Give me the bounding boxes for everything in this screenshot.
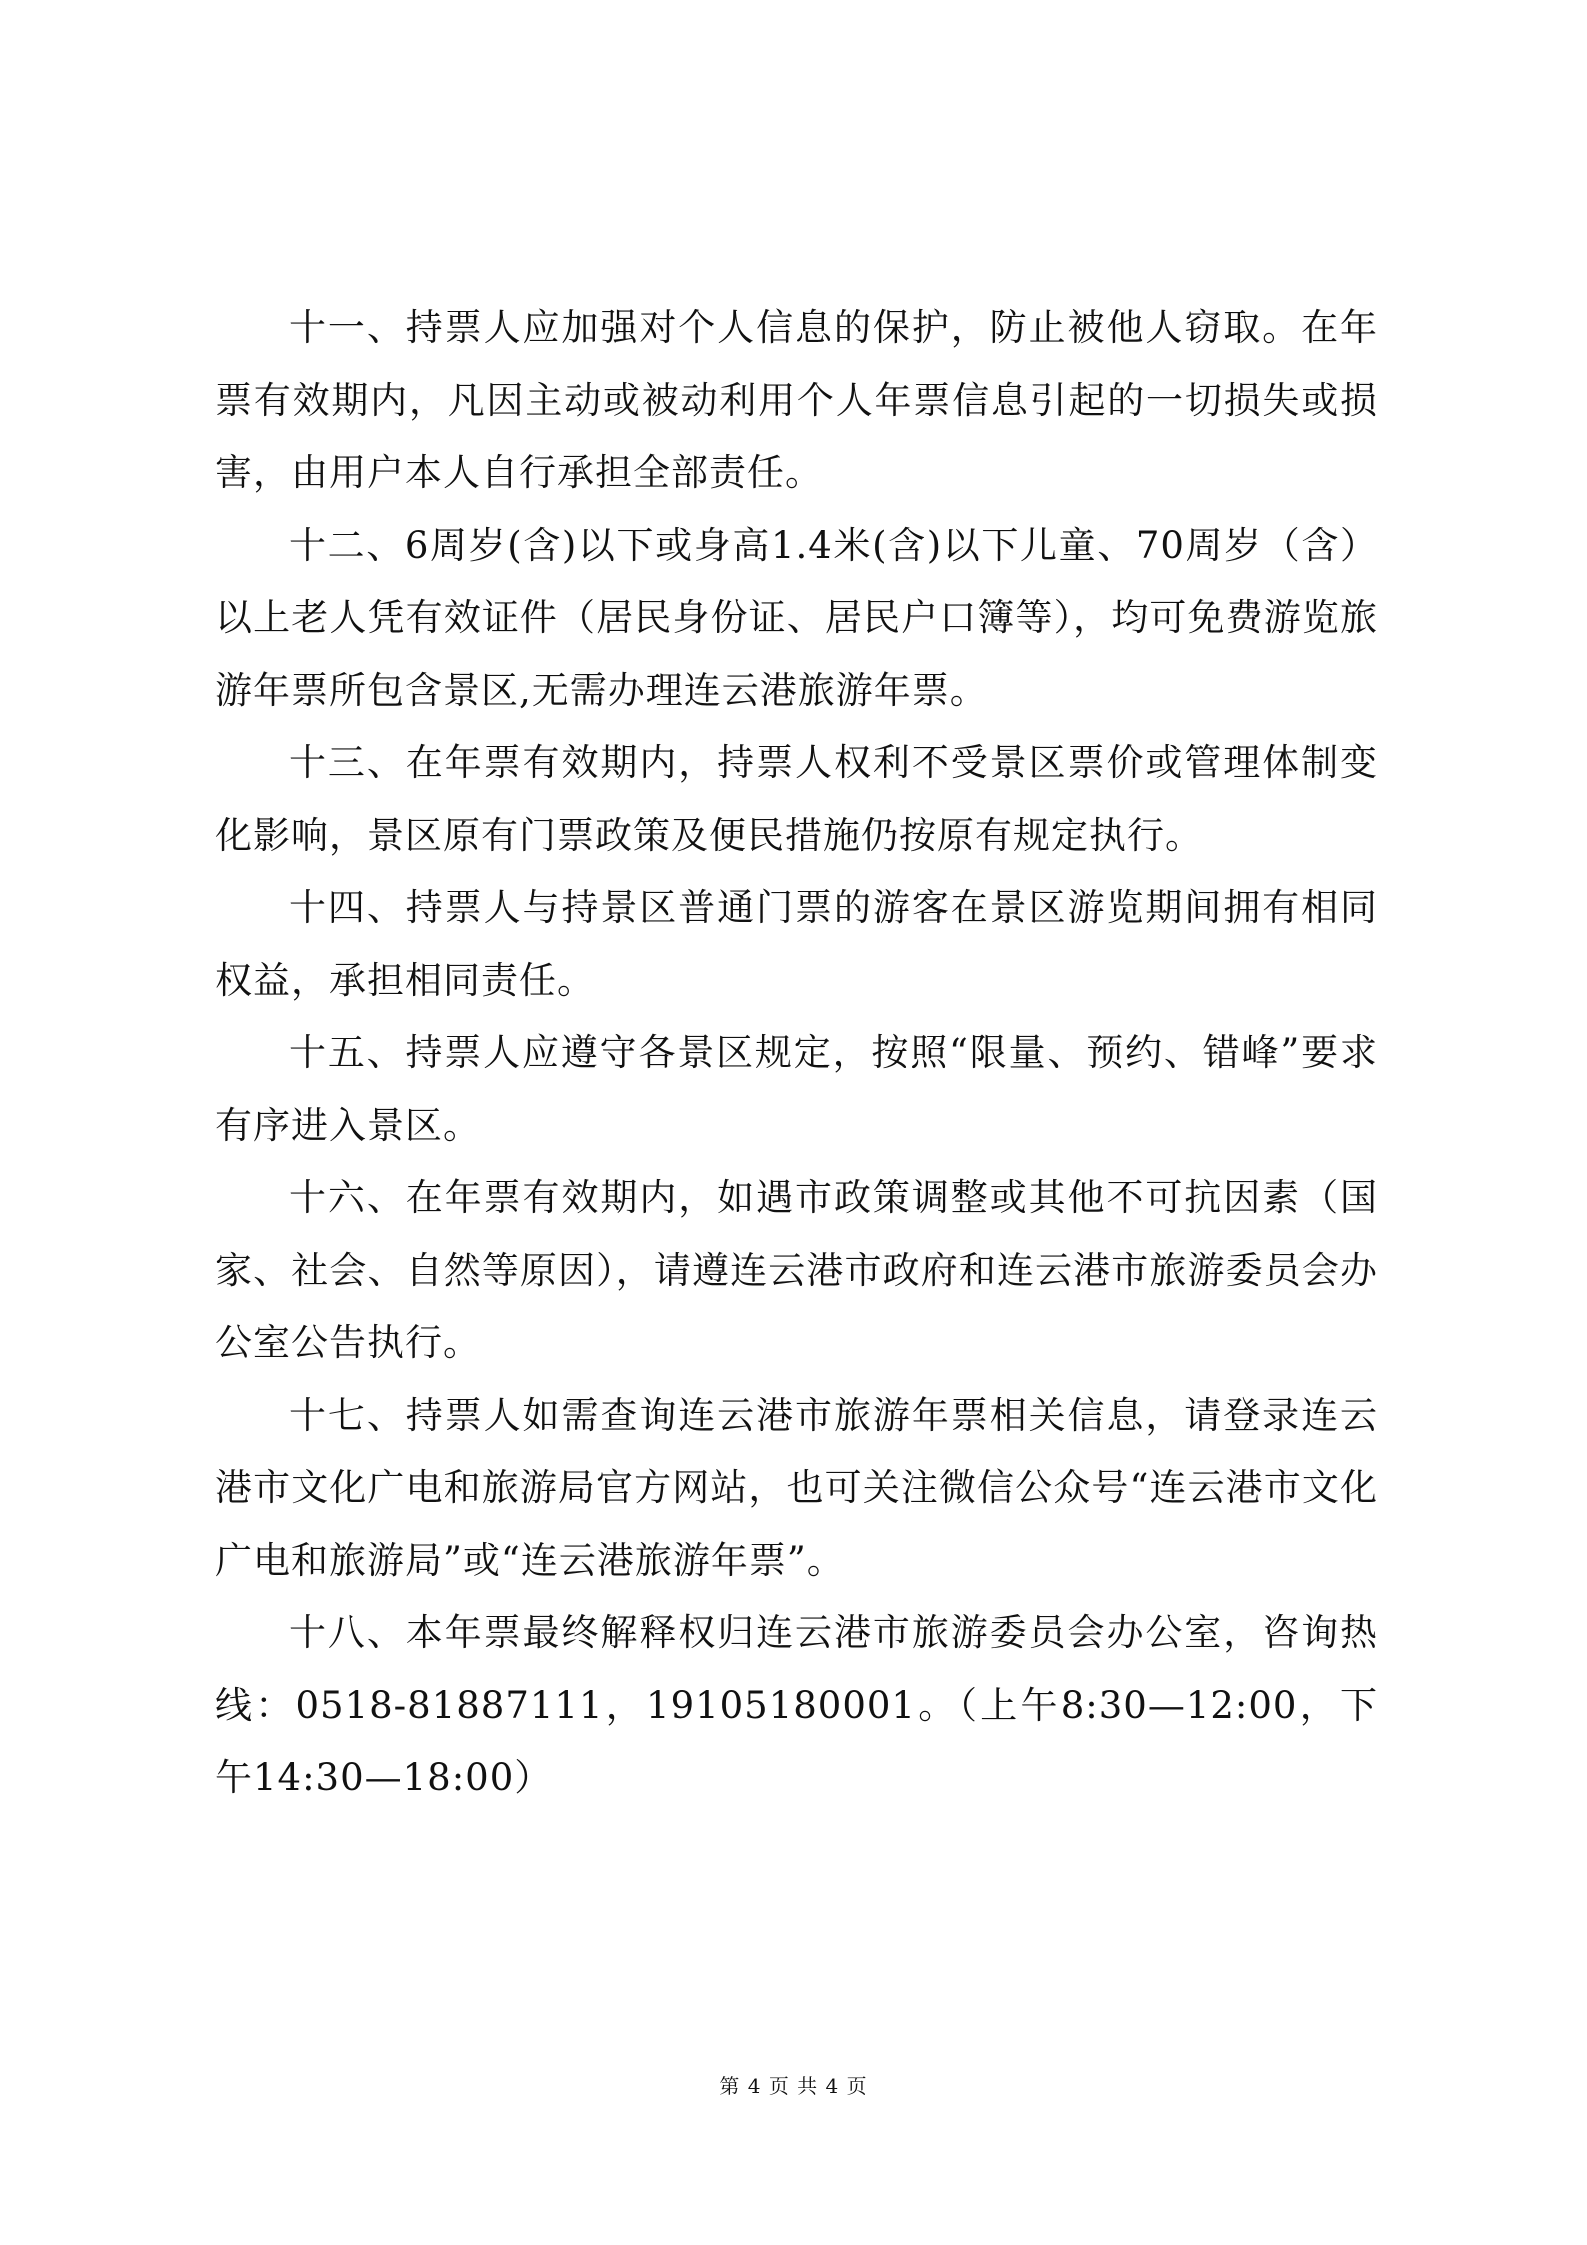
clause-17: 十七、持票人如需查询连云港市旅游年票相关信息，请登录连云港市文化广电和旅游局官方网站，也可关注微信公众号“连云港市文化广电和旅游局”或“连云港旅游年票”。	[215, 1393, 1378, 1582]
page-footer	[0, 2072, 1587, 2100]
clause-16: 十六、在年票有效期内，如遇市政策调整或其他不可抗因素（国家、社会、自然等原因），请遵连云港市政府和连云港市旅游委员会办公室公告执行。	[215, 1176, 1378, 1364]
clause-15: 十五、持票人应遵守各景区规定，按照“限量、预约、错峰”要求有序进入景区。	[215, 1031, 1378, 1147]
clause-18: 十八、本年票最终解释权归连云港市旅游委员会办公室，咨询热线：0518-81887111，19105180001。（上午8:30—12:00，下午14:30—18:00）	[215, 1611, 1378, 1799]
page-number: 第 4 页 共 4 页	[719, 2074, 868, 2098]
clause-14: 十四、持票人与持景区普通门票的游客在景区游览期间拥有相同权益，承担相同责任。	[215, 886, 1378, 1002]
document-body	[215, 292, 1378, 1815]
clause-11: 十一、持票人应加强对个人信息的保护，防止被他人窃取。在年票有效期内，凡因主动或被动利用个人年票信息引起的一切损失或损害，由用户本人自行承担全部责任。	[215, 306, 1378, 494]
clause-12: 十二、6周岁(含)以下或身高1.4米(含)以下儿童、70周岁（含）以上老人凭有效证件（居民身份证、居民户口簿等），均可免费游览旅游年票所包含景区,无需办理连云港旅游年票。	[215, 523, 1378, 712]
clause-13: 十三、在年票有效期内，持票人权利不受景区票价或管理体制变化影响，景区原有门票政策及便民措施仍按原有规定执行。	[215, 741, 1378, 857]
